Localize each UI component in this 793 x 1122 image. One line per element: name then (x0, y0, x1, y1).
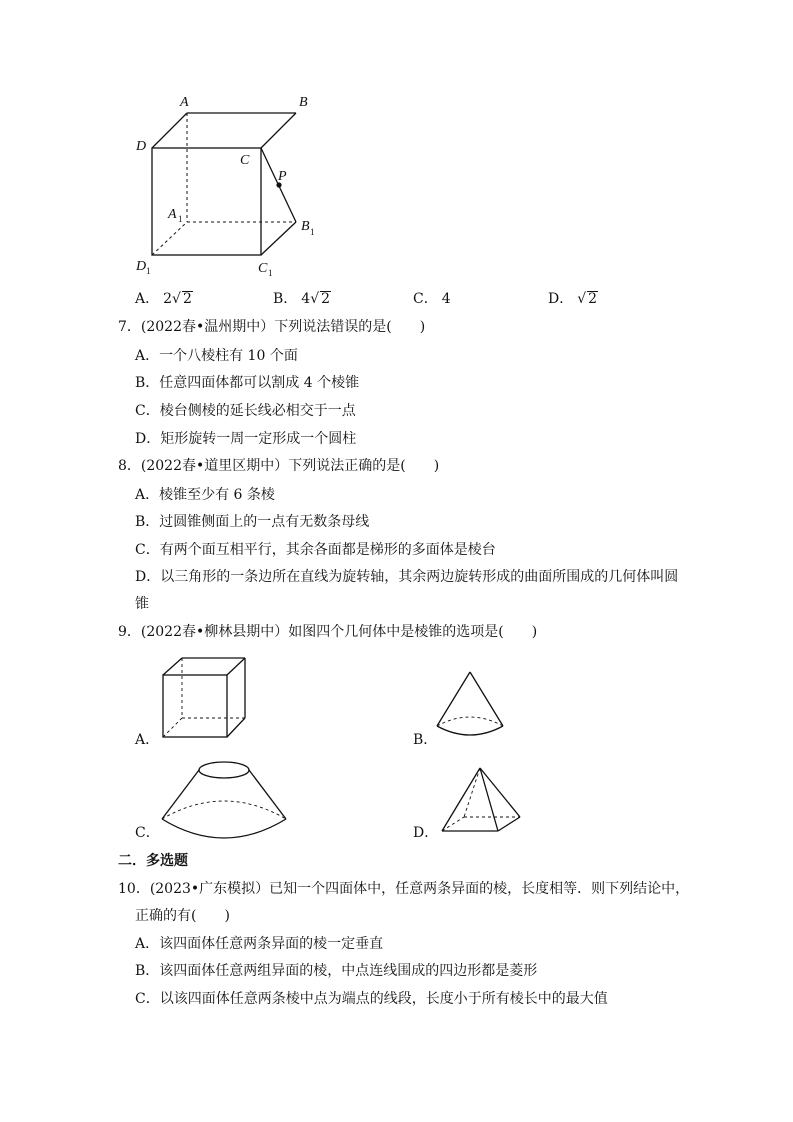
label-B1: B (301, 219, 310, 234)
q8-option-c: C．有两个面互相平行，其余各面都是梯形的多面体是棱台 (135, 542, 496, 558)
section-title: 二．多选题 (118, 853, 188, 869)
q9-option-c: C． (135, 825, 160, 841)
q6-option-a: A． 2√ 2 (135, 291, 192, 307)
svg-text:1: 1 (146, 266, 151, 276)
q7-option-d: D．矩形旋转一周一定形成一个圆柱 (135, 431, 357, 447)
q7-stem: 7．(2022春•温州期中）下列说法错误的是( ) (118, 319, 426, 335)
q7-option-a: A．一个八棱柱有 10 个面 (135, 348, 298, 364)
q9-cube-figure (158, 655, 250, 741)
q7-option-b: B．任意四面体都可以割成 4 个棱锥 (135, 375, 360, 391)
q8-option-a: A．棱锥至少有 6 条棱 (135, 487, 275, 503)
q8-option-d: D．以三角形的一条边所在直线为旋转轴，其余两边旋转形成的曲面所围成的几何体叫圆 (135, 569, 679, 585)
cube-figure (130, 90, 330, 280)
q9-option-a: A． (135, 732, 160, 748)
svg-text:1: 1 (310, 227, 315, 237)
label-A1: A (168, 207, 177, 222)
q10-stem-line2: 正确的有( ) (135, 908, 230, 924)
q9-cone-figure (432, 668, 508, 748)
q9-option-b: B． (413, 732, 438, 748)
q10-option-c: C．以该四面体任意两条棱中点为端点的线段，长度小于所有棱长中的最大值 (135, 991, 608, 1007)
svg-text:1: 1 (178, 214, 183, 224)
q9-pyramid-figure (436, 765, 526, 845)
label-C: C (240, 153, 250, 168)
q8-option-b: B．过圆锥侧面上的一点有无数条母线 (135, 514, 370, 530)
label-D1: D (136, 259, 147, 274)
q10-stem-line1: 10．(2023•广东模拟）已知一个四面体中，任意两条异面的棱，长度相等．则下列结论中， (118, 881, 690, 897)
q8-stem: 8．(2022春•道里区期中）下列说法正确的是( ) (118, 458, 440, 474)
label-D: D (136, 139, 147, 154)
q10-option-a: A．该四面体任意两条异面的棱一定垂直 (135, 936, 384, 952)
label-P: P (278, 169, 287, 184)
q9-frustum-figure (158, 757, 290, 847)
q9-option-d: D． (413, 825, 439, 841)
q6-option-d: D． √ 2 (548, 291, 598, 307)
q8-option-d-cont: 锥 (135, 596, 149, 612)
svg-text:1: 1 (268, 268, 273, 278)
q6-option-b: B． 4√ 2 (273, 291, 331, 307)
label-B: B (299, 95, 308, 110)
q6-option-c: C． 4 (413, 291, 451, 307)
q9-stem: 9．(2022春•柳林县期中）如图四个几何体中是棱锥的选项是( ) (118, 624, 538, 640)
label-A: A (180, 95, 189, 110)
q10-option-b: B．该四面体任意两组异面的棱，中点连线围成的四边形都是菱形 (135, 963, 538, 979)
q7-option-c: C．棱台侧棱的延长线必相交于一点 (135, 403, 356, 419)
label-C1: C (258, 261, 268, 276)
